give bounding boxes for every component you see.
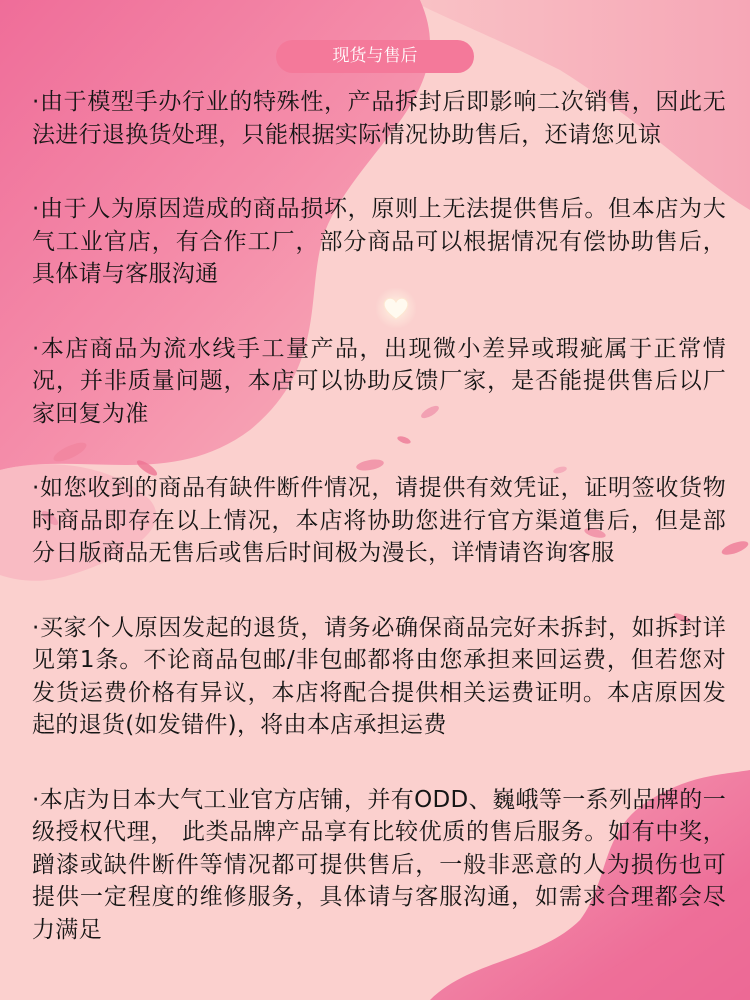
section-title: 现货与售后 <box>276 40 474 73</box>
policy-paragraph-1: ·由于模型手办行业的特殊性，产品拆封后即影响二次销售，因此无法进行退换货处理，只能根据实际情况协助售后，还请您见谅 <box>32 89 726 148</box>
policy-paragraph-3: ·本店商品为流水线手工量产品，出现微小差异或瑕疵属于正常情况，并非质量问题，本店可以协助反馈厂家，是否能提供售后以厂家回复为准 <box>32 335 726 427</box>
policy-paragraph-5: ·买家个人原因发起的退货，请务必确保商品完好未拆封，如拆封详见第1条。不论商品包邮/非包邮都将由您承担来回运费，但若您对发货运费价格有异议，本店将配合提供相关运费证明。本店原因发起的退货(如发错件)，将由本店承担运费 <box>32 614 726 738</box>
policy-paragraph-6: ·本店为日本大气工业官方店铺，并有ODD、巍峨等一系列品牌的一级授权代理， 此类品牌产品享有比较优质的售后服务。如有中奖，蹭漆或缺件断件等情况都可提供售后，一般非恶意的人为损伤也可提供一定程度的维修服务，具体请与客服沟通，如需求合理都会尽力满足 <box>32 786 726 943</box>
policy-list <box>32 86 726 988</box>
policy-paragraph-2: ·由于人为原因造成的商品损坏，原则上无法提供售后。但本店为大气工业官店，有合作工厂，部分商品可以根据情况有偿协助售后，具体请与客服沟通 <box>32 196 726 287</box>
policy-paragraph-4: ·如您收到的商品有缺件断件情况，请提供有效凭证，证明签收货物时商品即存在以上情况，本店将协助您进行官方渠道售后，但是部分日版商品无售后或售后时间极为漫长，详情请咨询客服 <box>32 475 726 566</box>
